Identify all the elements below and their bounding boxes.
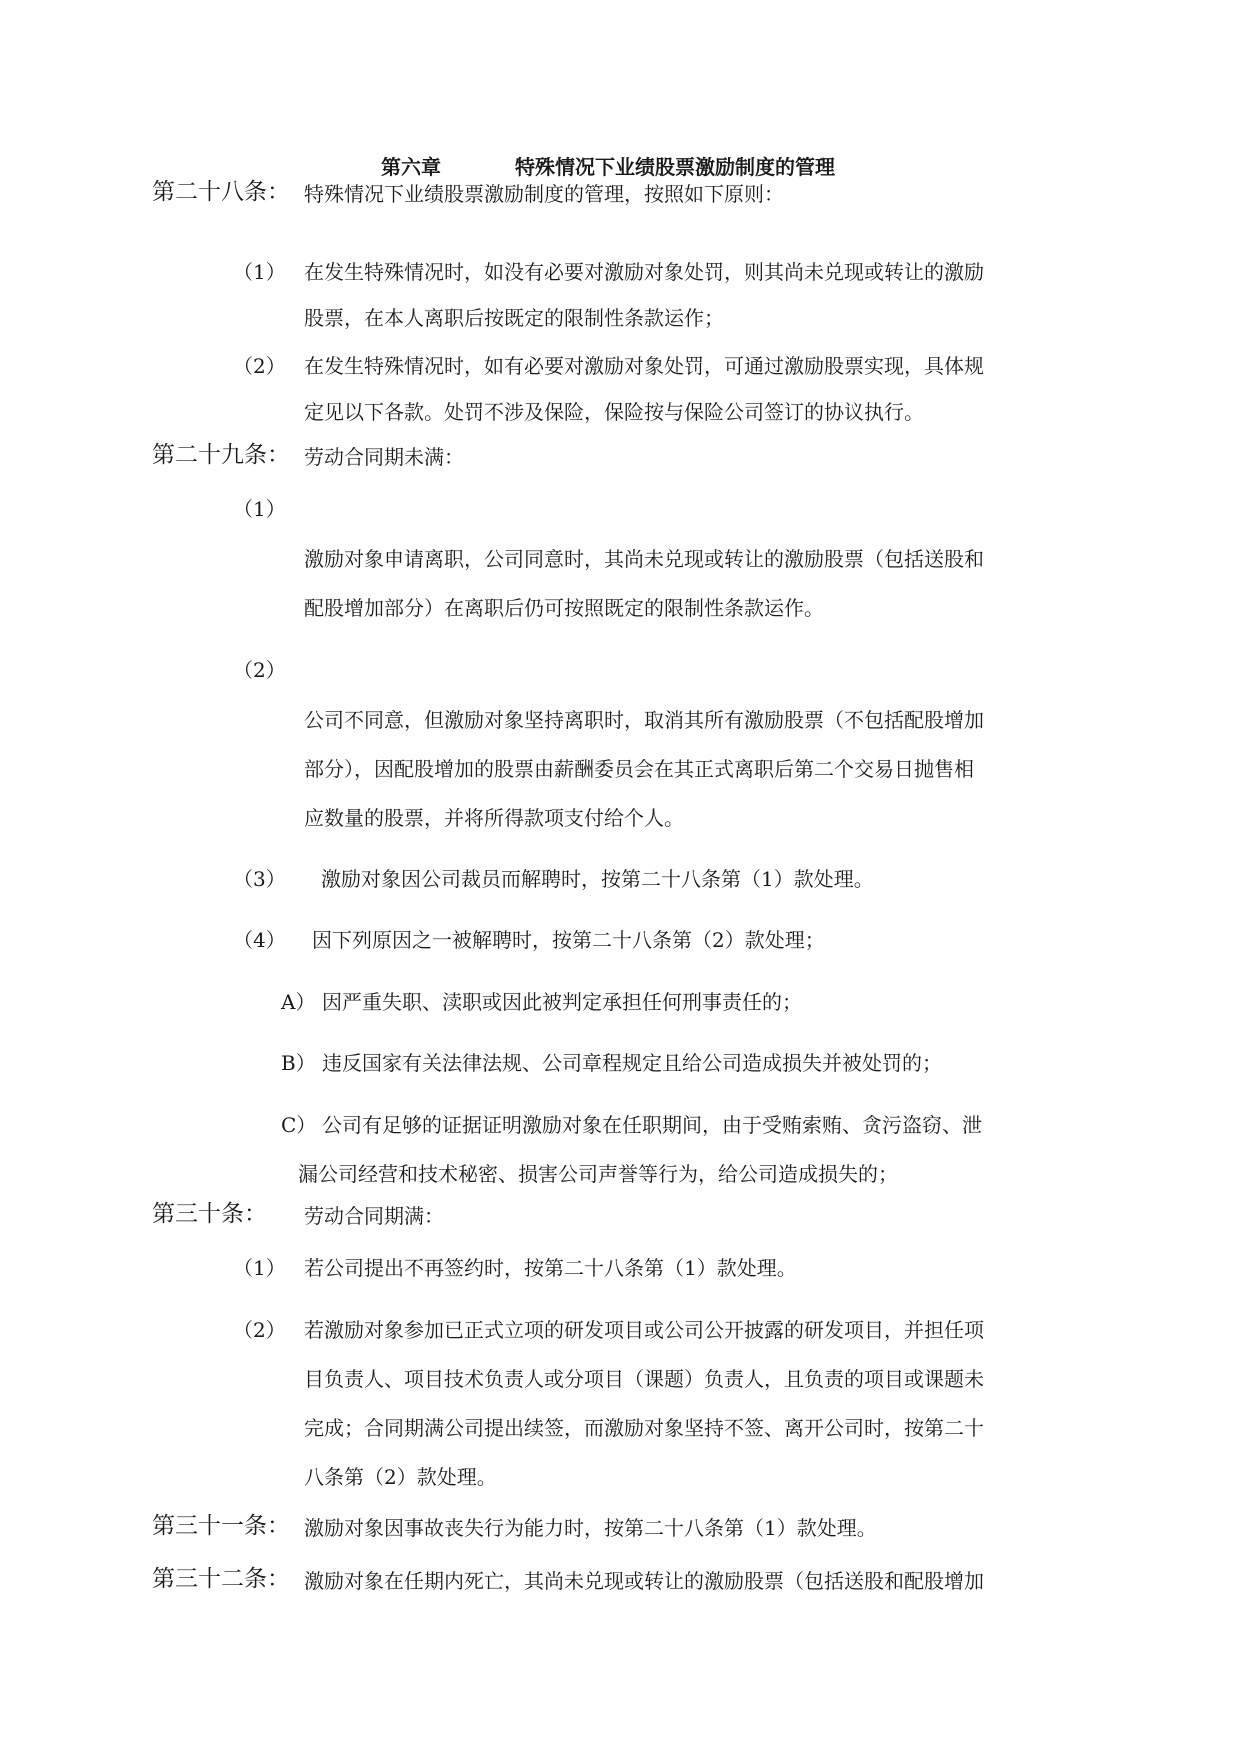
sub-item-letter: B） [281, 1051, 316, 1075]
item-number: （1） [233, 1256, 286, 1280]
item-line: 若公司提出不再签约时，按第二十八条第（1）款处理。 [304, 1256, 797, 1280]
chapter-title: 特殊情况下业绩股票激励制度的管理 [515, 155, 835, 179]
sub-item-line: 公司有足够的证据证明激励对象在任职期间，由于受贿索贿、贪污盗窃、泄 [322, 1113, 982, 1137]
item-line: 股票，在本人离职后按既定的限制性条款运作； [304, 306, 724, 330]
article-lead: 特殊情况下业绩股票激励制度的管理，按照如下原则： [304, 182, 784, 206]
item-number: （2） [233, 1318, 286, 1342]
item-line: 八条第（2）款处理。 [304, 1465, 497, 1489]
item-line: 定见以下各款。处罚不涉及保险，保险按与保险公司签订的协议执行。 [304, 400, 924, 424]
item-number: （1） [233, 497, 286, 521]
item-line: 因下列原因之一被解聘时，按第二十八条第（2）款处理； [312, 928, 825, 952]
article-label: 第三十条： [152, 1201, 267, 1227]
article-lead: 劳动合同期未满： [304, 445, 464, 469]
item-line: 公司不同意，但激励对象坚持离职时，取消其所有激励股票（不包括配股增加 [304, 708, 984, 732]
item-line: 在发生特殊情况时，如有必要对激励对象处罚，可通过激励股票实现，具体规 [304, 354, 984, 378]
item-number: （2） [233, 658, 286, 682]
item-number: （4） [233, 928, 286, 952]
article-lead: 激励对象因事故丧失行为能力时，按第二十八条第（1）款处理。 [304, 1516, 877, 1540]
sub-item-letter: A） [281, 990, 316, 1014]
item-line: 激励对象因公司裁员而解聘时，按第二十八条第（1）款处理。 [321, 867, 874, 891]
article-label: 第二十九条： [152, 442, 290, 468]
article-label: 第三十二条： [152, 1566, 290, 1592]
item-line: 配股增加部分）在离职后仍可按照既定的限制性条款运作。 [304, 596, 824, 620]
article-label: 第三十一条： [152, 1513, 290, 1539]
item-line: 在发生特殊情况时，如没有必要对激励对象处罚，则其尚未兑现或转让的激励 [304, 260, 984, 284]
article-lead: 劳动合同期满： [304, 1204, 444, 1228]
item-line: 部分），因配股增加的股票由薪酬委员会在其正式离职后第二个交易日抛售相 [304, 757, 974, 781]
item-number: （3） [233, 867, 286, 891]
item-line: 若激励对象参加已正式立项的研发项目或公司公开披露的研发项目，并担任项 [304, 1318, 984, 1342]
item-line: 完成；合同期满公司提出续签，而激励对象坚持不签、离开公司时，按第二十 [304, 1416, 984, 1440]
sub-item-line: 漏公司经营和技术秘密、损害公司声誉等行为，给公司造成损失的； [298, 1162, 898, 1186]
item-line: 应数量的股票，并将所得款项支付给个人。 [304, 806, 684, 830]
sub-item-line: 因严重失职、渎职或因此被判定承担任何刑事责任的； [322, 990, 802, 1014]
article-lead: 激励对象在任期内死亡，其尚未兑现或转让的激励股票（包括送股和配股增加 [304, 1569, 984, 1593]
item-line: 目负责人、项目技术负责人或分项目（课题）负责人，且负责的项目或课题未 [304, 1367, 984, 1391]
chapter-number: 第六章 [381, 155, 441, 179]
sub-item-letter: C） [281, 1113, 317, 1137]
item-number: （1） [233, 260, 286, 284]
item-number: （2） [233, 354, 286, 378]
item-line: 激励对象申请离职，公司同意时，其尚未兑现或转让的激励股票（包括送股和 [304, 547, 984, 571]
sub-item-line: 违反国家有关法律法规、公司章程规定且给公司造成损失并被处罚的； [322, 1051, 942, 1075]
article-label: 第二十八条： [152, 179, 290, 205]
